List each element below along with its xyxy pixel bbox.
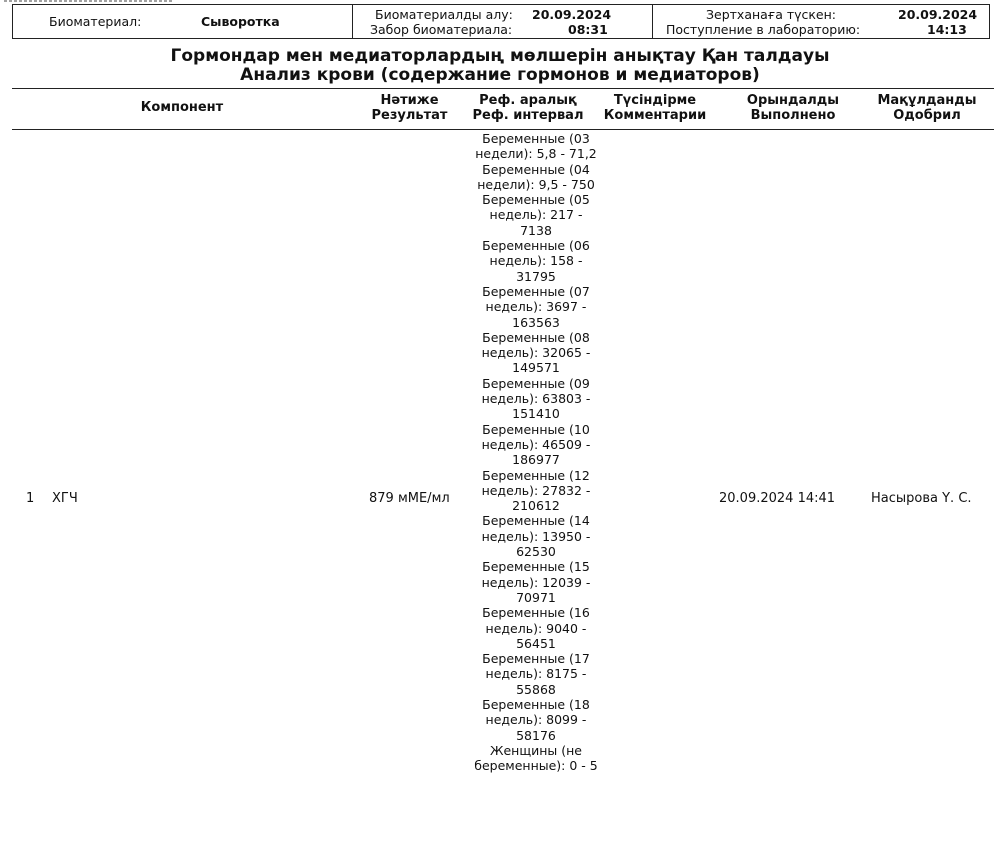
ref-line: недели): 9,5 - 750 [477, 176, 595, 192]
collection-label-kz: Биоматериалды алу: [375, 7, 513, 22]
results-table-header [12, 88, 994, 130]
ref-line: Беременные (03 [482, 131, 590, 146]
ref-line: Беременные (04 [482, 161, 590, 177]
ref-line: 62530 [516, 544, 556, 560]
ref-line: 149571 [512, 360, 560, 376]
ref-line: Беременные (12 [482, 467, 590, 483]
col-component: Компонент [140, 100, 224, 115]
divider [352, 5, 353, 38]
ref-line: Беременные (08 [482, 329, 590, 345]
col-ref-interval [458, 93, 598, 123]
ref-line: Беременные (16 [482, 605, 590, 621]
col-done [718, 93, 868, 123]
ref-line: недель): 8099 - [485, 712, 587, 728]
ref-line: недель): 12039 - [481, 574, 591, 590]
row-ref-interval [456, 131, 616, 773]
report-title-kz: Гормондар мен медиаторлардың мөлшерін анықтау Қан талдауы [170, 46, 830, 66]
ref-line: недель): 27832 - [481, 482, 591, 498]
col-done-ru: Выполнено [750, 108, 836, 123]
ref-line: Беременные (09 [482, 375, 590, 391]
lab-date: 20.09.2024 [898, 7, 978, 22]
lab-time: 14:13 [927, 22, 967, 37]
ref-line: недель): 3697 - [485, 299, 587, 315]
col-comment-ru: Комментарии [603, 108, 707, 123]
ref-line: недель): 13950 - [481, 528, 591, 544]
ref-line: Беременные (15 [482, 559, 590, 575]
ref-line: Беременные (17 [482, 651, 590, 667]
sample-info-box [12, 4, 990, 39]
row-result: 879 мМЕ/мл [369, 491, 450, 506]
ref-line: недель): 158 - [489, 253, 583, 269]
row-done: 20.09.2024 14:41 [719, 491, 836, 506]
ref-line: 7138 [520, 222, 552, 238]
report-title-ru: Анализ крови (содержание гормонов и медиаторов) [240, 65, 760, 85]
ref-line: 163563 [512, 314, 560, 330]
collection-time: 08:31 [568, 22, 608, 37]
ref-line: недель): 9040 - [485, 620, 587, 636]
divider [652, 5, 653, 38]
ref-line: Беременные (06 [482, 238, 590, 254]
ref-line: недель): 217 - [489, 207, 583, 223]
col-result-kz: Нәтиже [380, 93, 439, 108]
ref-line: Женщины (не [490, 742, 582, 758]
ref-line: Беременные (14 [482, 513, 590, 529]
collection-date: 20.09.2024 [532, 7, 612, 22]
ref-line: беременные): 0 - 5 [474, 758, 598, 774]
ref-line: Беременные (18 [482, 696, 590, 712]
col-result [357, 93, 462, 123]
col-comment-kz: Түсіндірме [613, 93, 697, 108]
ref-line: недель): 8175 - [485, 666, 587, 682]
col-result-ru: Результат [371, 108, 448, 123]
ref-line: Беременные (05 [482, 192, 590, 208]
biomaterial-label: Биоматериал: [49, 14, 142, 29]
biomaterial-value: Сыворотка [201, 14, 280, 29]
lab-label-kz: Зертханаға түскен: [706, 7, 836, 22]
ref-line: 70971 [516, 589, 556, 605]
ref-line: 151410 [512, 406, 560, 422]
row-approved: Насырова Ү. С. [871, 491, 972, 506]
col-approved [862, 93, 992, 123]
ref-line: 210612 [512, 498, 560, 514]
ref-line: недель): 32065 - [481, 345, 591, 361]
ref-line: 186977 [512, 452, 560, 468]
row-component: ХГЧ [52, 491, 78, 506]
ref-line: недель): 63803 - [481, 391, 591, 407]
ref-line: недель): 46509 - [481, 436, 591, 452]
ref-line: 31795 [516, 268, 556, 284]
ref-line: 55868 [516, 681, 556, 697]
col-done-kz: Орындалды [746, 93, 840, 108]
lab-label-ru: Поступление в лабораторию: [666, 22, 861, 37]
col-ref-kz: Реф. аралық [479, 93, 577, 108]
col-ref-ru: Реф. интервал [472, 108, 584, 123]
col-approved-ru: Одобрил [893, 108, 961, 123]
ref-line: 58176 [516, 727, 556, 743]
col-approved-kz: Мақұлданды [877, 93, 977, 108]
ref-line: Беременные (07 [482, 283, 590, 299]
row-number: 1 [26, 491, 35, 506]
collection-label-ru: Забор биоматериала: [370, 22, 513, 37]
col-comments [594, 93, 716, 123]
ref-line: Беременные (10 [482, 421, 590, 437]
ref-line: 56451 [516, 635, 556, 651]
ref-line: недели): 5,8 - 71,2 [475, 146, 597, 162]
